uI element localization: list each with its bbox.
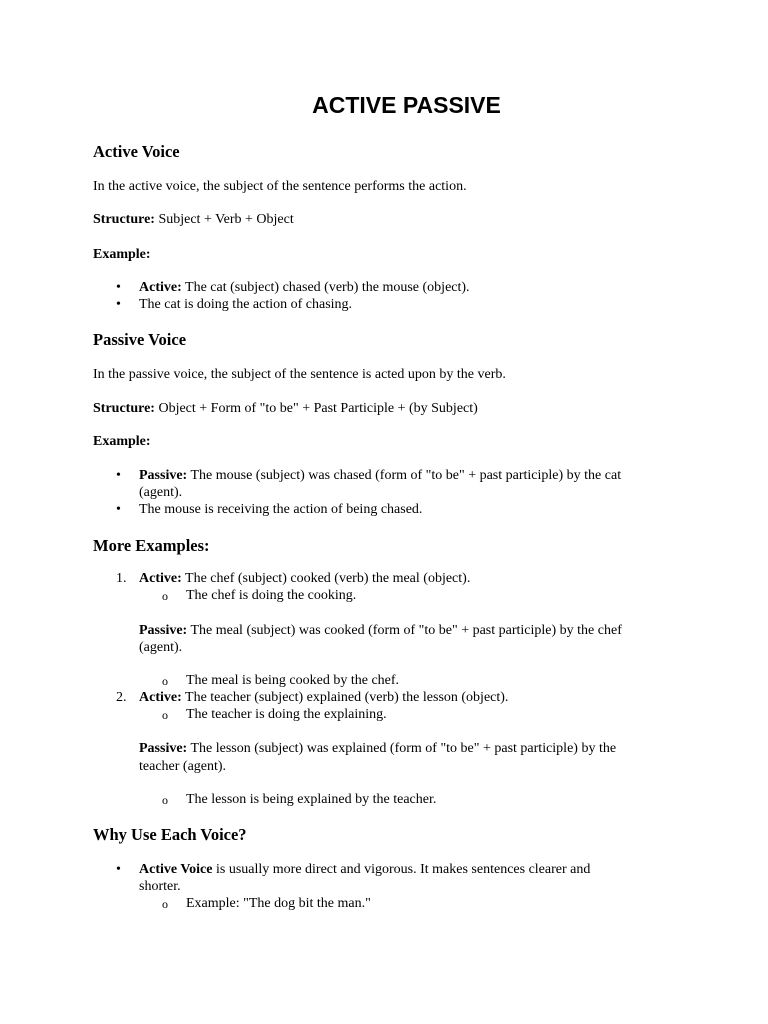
more-example-2-sub-2: The lesson is being explained by the teacher. bbox=[186, 792, 437, 807]
circle-marker: o bbox=[162, 793, 168, 807]
more-example-2-passive-cont: teacher (agent). bbox=[139, 759, 227, 774]
bullet-marker: • bbox=[116, 297, 121, 312]
passive-structure-label: Structure: bbox=[93, 401, 155, 416]
passive-example-bullet-2: The mouse is receiving the action of being chased. bbox=[139, 502, 423, 517]
passive-example-bullet-1: Passive: The mouse (subject) was chased (form of "to be" + past participle) by the cat bbox=[139, 468, 622, 483]
list-number-1: 1. bbox=[116, 571, 127, 586]
why-bullet-1-cont: shorter. bbox=[139, 879, 181, 894]
more-example-1-active: Active: The chef (subject) cooked (verb) the meal (object). bbox=[139, 571, 471, 586]
circle-marker: o bbox=[162, 589, 168, 603]
more-example-2-sub-1: The teacher is doing the explaining. bbox=[186, 707, 387, 722]
heading-active-voice: Active Voice bbox=[93, 142, 180, 161]
more-example-1-passive: Passive: The meal (subject) was cooked (form of "to be" + past participle) by the chef bbox=[139, 623, 622, 638]
circle-marker: o bbox=[162, 708, 168, 722]
why-bullet-1: Active Voice is usually more direct and vigorous. It makes sentences clearer and bbox=[139, 862, 591, 877]
passive-intro: In the passive voice, the subject of the sentence is acted upon by the verb. bbox=[93, 367, 506, 382]
circle-marker: o bbox=[162, 674, 168, 688]
passive-example-bullet-1-cont: (agent). bbox=[139, 485, 183, 500]
passive-structure-text: Object + Form of "to be" + Past Participle + (by Subject) bbox=[158, 401, 478, 416]
active-intro: In the active voice, the subject of the sentence performs the action. bbox=[93, 179, 467, 194]
active-example-bullet-1: Active: The cat (subject) chased (verb) the mouse (object). bbox=[139, 280, 470, 295]
active-structure-label: Structure: bbox=[93, 212, 155, 227]
more-example-1-passive-cont: (agent). bbox=[139, 640, 183, 655]
why-sub-1: Example: "The dog bit the man." bbox=[186, 896, 371, 911]
active-example-bullet-2: The cat is doing the action of chasing. bbox=[139, 297, 353, 312]
passive-structure bbox=[93, 400, 478, 417]
active-structure-text: Subject + Verb + Object bbox=[158, 212, 294, 227]
heading-why-use-each-voice: Why Use Each Voice? bbox=[93, 825, 247, 844]
active-example-label-inline: Active: bbox=[139, 280, 182, 295]
heading-more-examples: More Examples: bbox=[93, 536, 210, 555]
bullet-marker: • bbox=[116, 468, 121, 483]
more-example-2-active: Active: The teacher (subject) explained (verb) the lesson (object). bbox=[139, 690, 509, 705]
more-example-2-passive: Passive: The lesson (subject) was explained (form of "to be" + past participle) by the bbox=[139, 741, 617, 756]
circle-marker: o bbox=[162, 897, 168, 911]
list-number-2: 2. bbox=[116, 690, 127, 705]
more-example-1-sub-1: The chef is doing the cooking. bbox=[186, 588, 357, 603]
bullet-marker: • bbox=[116, 502, 121, 517]
more-example-1-sub-2: The meal is being cooked by the chef. bbox=[186, 673, 400, 688]
active-structure bbox=[93, 211, 294, 228]
page-title: ACTIVE PASSIVE bbox=[312, 92, 501, 118]
heading-passive-voice: Passive Voice bbox=[93, 330, 187, 349]
bullet-marker: • bbox=[116, 280, 121, 295]
active-example-label: Example: bbox=[93, 247, 151, 262]
bullet-marker: • bbox=[116, 862, 121, 877]
passive-example-label: Example: bbox=[93, 434, 151, 449]
